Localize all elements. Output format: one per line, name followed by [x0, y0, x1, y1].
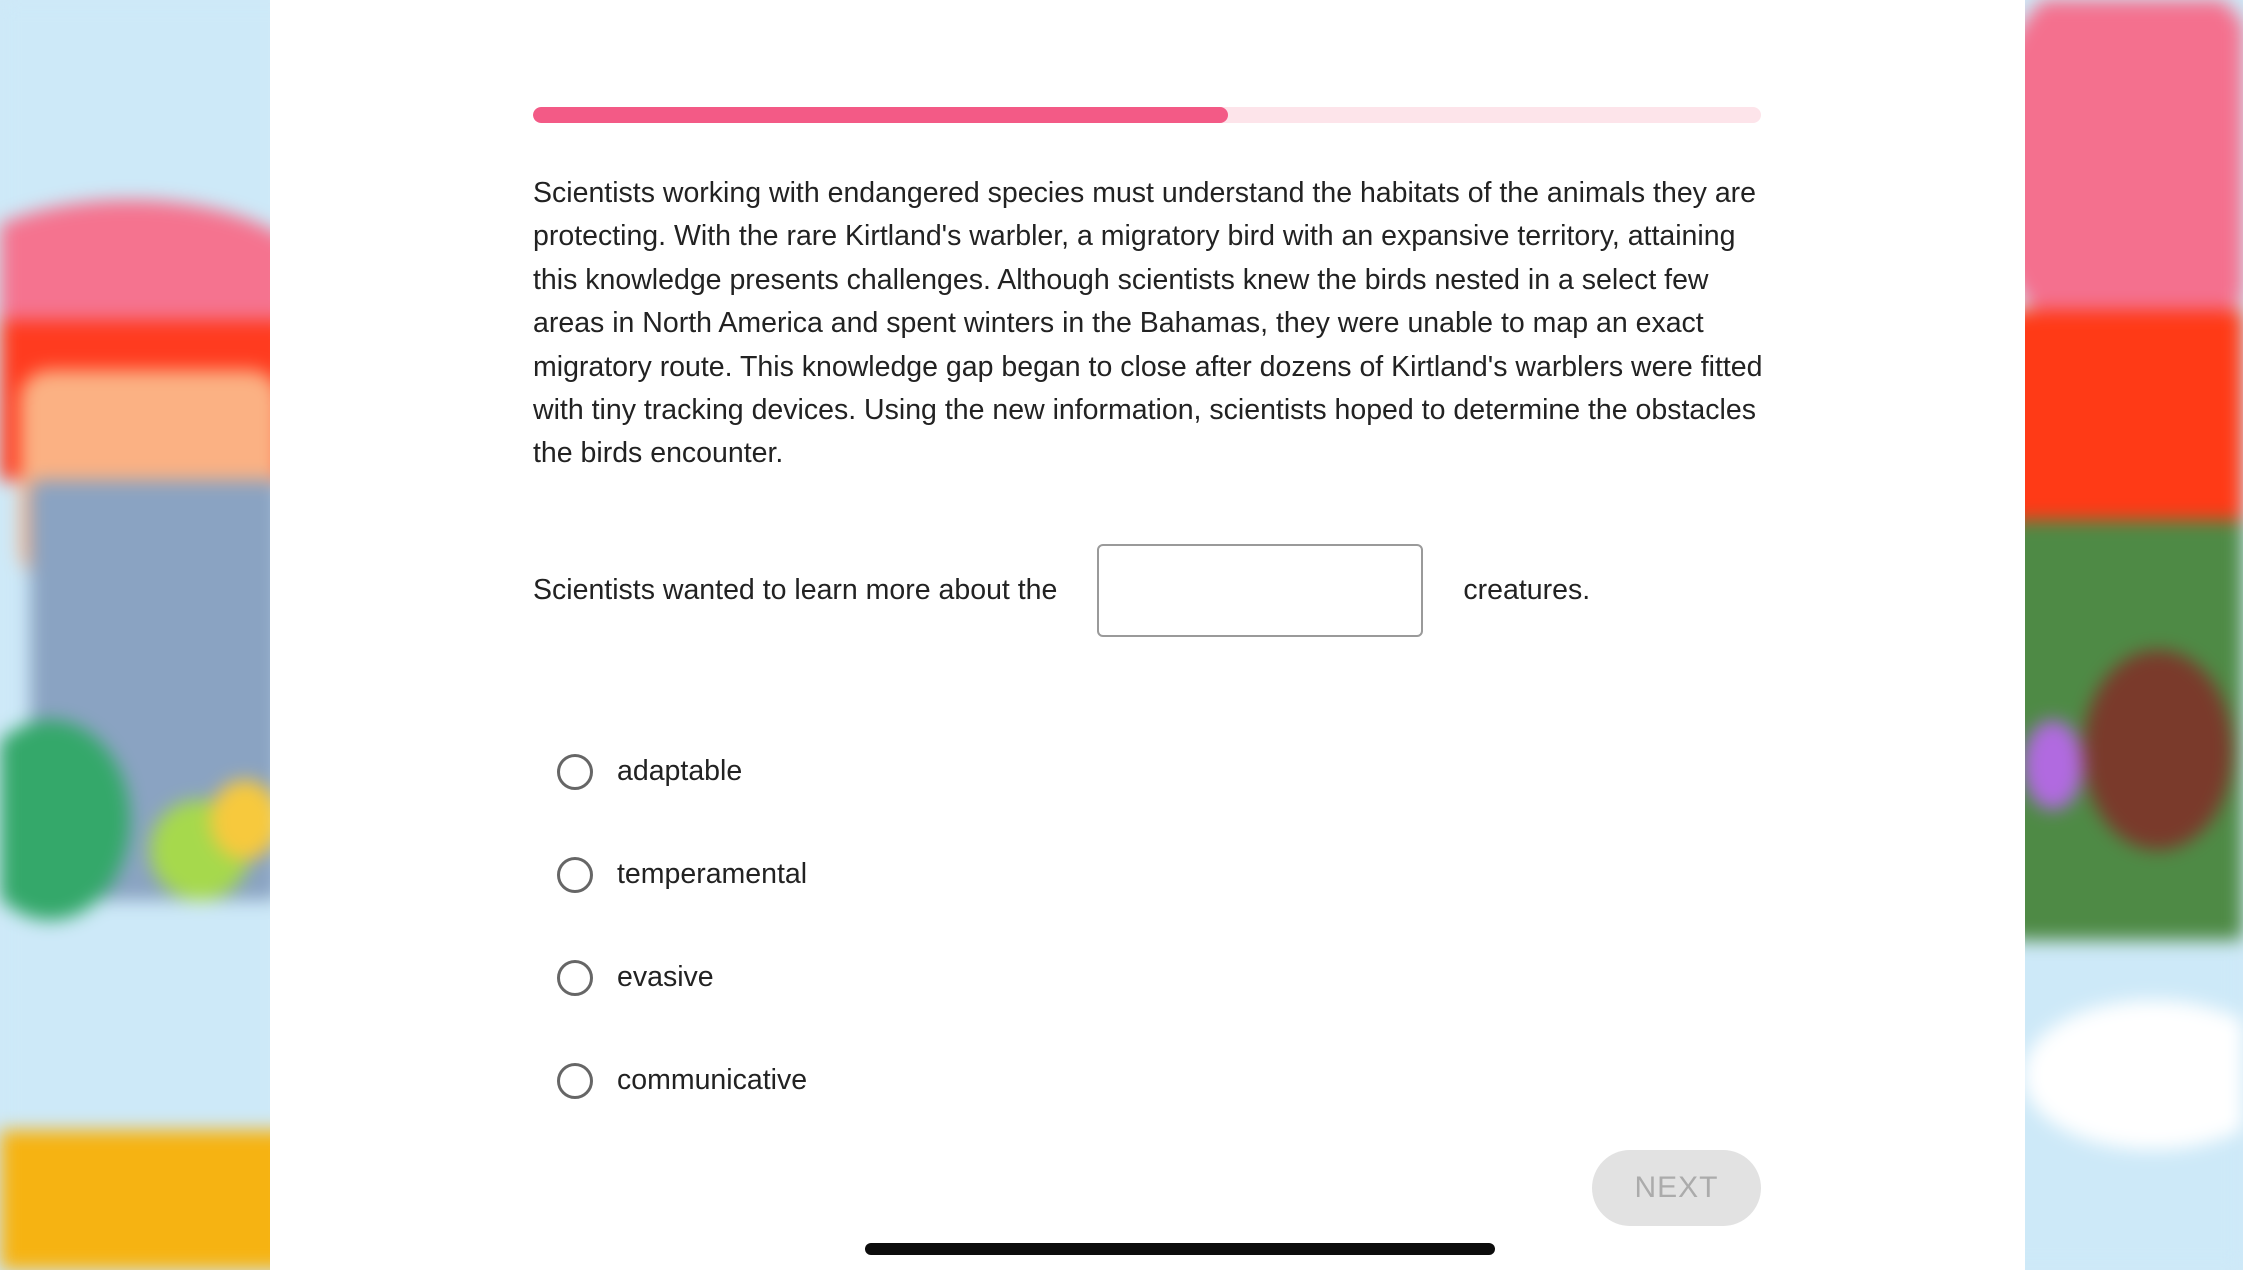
option-temperamental[interactable] — [557, 823, 807, 926]
progress-bar-fill — [533, 107, 1228, 123]
reading-passage: Scientists working with endangered species must understand the habitats of the animals they are protecting. With the rare Kirtland's warbler, a migratory bird with an expansive territory, attaining this knowledge presents challenges. Although scientists knew the birds nested in a select few areas in North America and spent winters in the Bahamas, they were unable to map an exact migratory route. This knowledge gap began to close after dozens of Kirtland's warblers were fitted with tiny tracking devices. Using the new information, scientists hoped to determine the obstacles the birds encounter. — [533, 177, 1763, 470]
option-label: temperamental — [617, 858, 808, 890]
option-communicative[interactable] — [557, 1029, 807, 1132]
radio-button[interactable] — [557, 960, 593, 996]
sentence-prefix: Scientists wanted to learn more about the — [533, 574, 1058, 606]
answer-options — [557, 720, 807, 1132]
home-indicator — [865, 1243, 1495, 1255]
sentence-suffix: creatures. — [1463, 574, 1591, 606]
option-evasive[interactable] — [557, 926, 807, 1029]
progress-bar — [533, 107, 1761, 123]
fill-in-sentence — [533, 542, 1773, 639]
option-label: evasive — [617, 961, 714, 993]
next-button[interactable]: NEXT — [1592, 1150, 1761, 1226]
answer-blank[interactable] — [1097, 544, 1423, 637]
question-card — [270, 0, 2025, 1270]
radio-button[interactable] — [557, 754, 593, 790]
background-illustration-left — [0, 0, 290, 1270]
background-illustration-right — [2003, 0, 2243, 1270]
radio-button[interactable] — [557, 857, 593, 893]
option-adaptable[interactable] — [557, 720, 807, 823]
option-label: adaptable — [617, 755, 743, 787]
radio-button[interactable] — [557, 1063, 593, 1099]
option-label: communicative — [617, 1064, 808, 1096]
